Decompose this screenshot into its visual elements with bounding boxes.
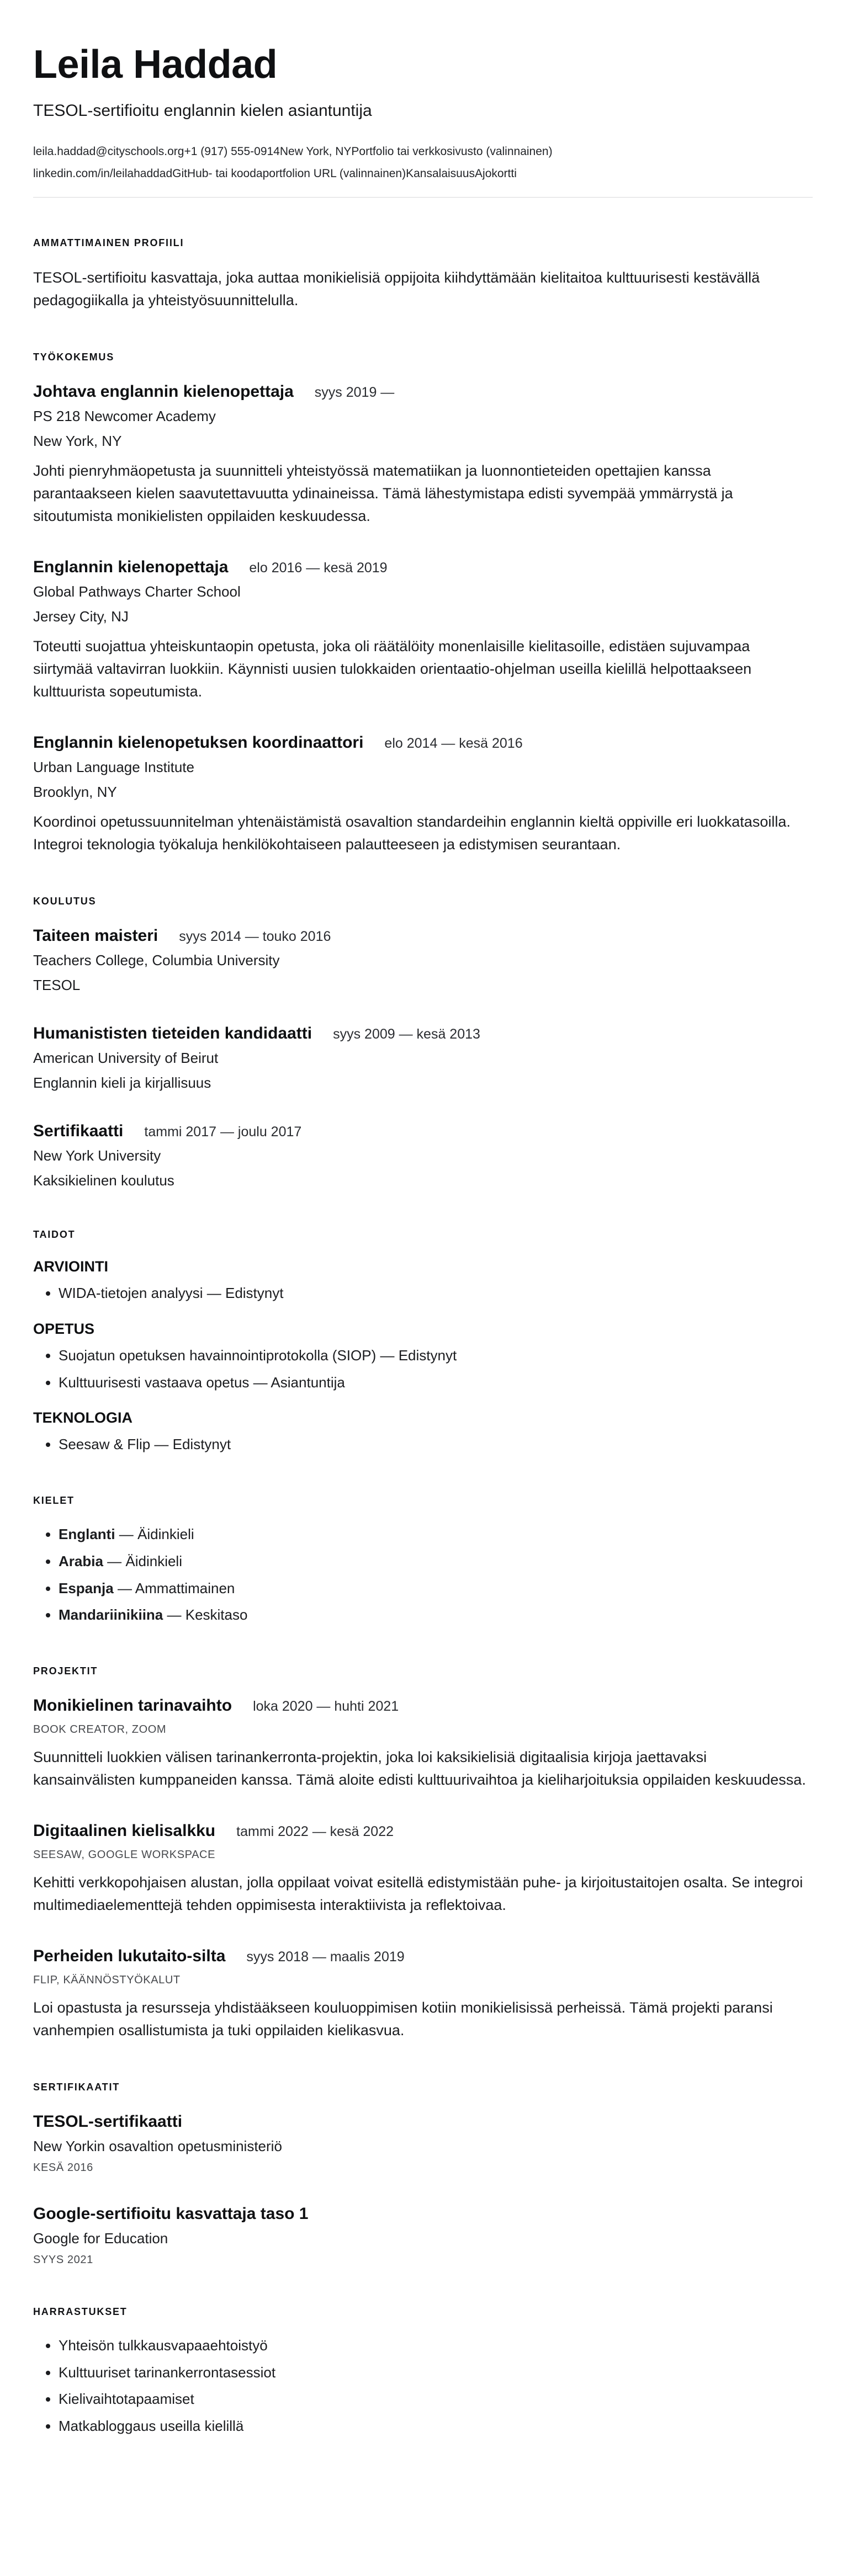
language-item (59, 1524, 813, 1545)
language-level: — Ammattimainen (117, 1579, 235, 1596)
header-divider (33, 197, 813, 198)
contact-line-2: linkedin.com/in/leilahaddadGitHub- tai koodaportfolion URL (valinnainen)KansalaisuusAjokortti (33, 167, 517, 180)
skills-heading: TAIDOT (33, 1229, 76, 1241)
degree-title: Sertifikaatti (33, 1122, 124, 1141)
candidate-title: TESOL-sertifioitu englannin kielen asiantuntija (33, 101, 372, 120)
contact-line-1: leila.haddad@cityschools.org+1 (917) 555-0914New York, NYPortfolio tai verkkosivusto (valinnainen) (33, 145, 553, 158)
skill-item: • Seesaw & Flip — Edistynyt (59, 1434, 813, 1455)
skill-list (33, 1434, 813, 1455)
degree-title-row (33, 1120, 813, 1142)
project-dates: tammi 2022 — kesä 2022 (236, 1823, 394, 1839)
education-entry (33, 925, 813, 994)
hobby-item: • Matkabloggaus useilla kielillä (59, 2416, 813, 2437)
language-name: Arabia (59, 1552, 103, 1569)
job-location: New York, NY (33, 433, 122, 450)
project-title-row (33, 1695, 813, 1716)
skill-group-assessment (33, 1258, 813, 1304)
job-description: Toteutti suojattua yhteiskuntaopin opetusta, joka oli räätälöity monenlaisille kielitasoille, edistäen sujuvampaa siirtymää valtavirran luokkiin. Käynnisti uusien tulokkaiden orientaatio-ohjelman useilla kielillä helpottaakseen kulttuurista sopeutumista. (33, 638, 752, 700)
education-entry (33, 1120, 813, 1189)
certification-issuer: New Yorkin osavaltion opetusministeriö (33, 2138, 282, 2155)
hobbies-heading: HARRASTUKSET (33, 2306, 128, 2318)
section-education (33, 896, 813, 1189)
certification-title: Google-sertifioitu kasvattaja taso 1 (33, 2205, 309, 2223)
skill-item: • WIDA-tietojen analyysi — Edistynyt (59, 1283, 813, 1304)
certification-issuer: Google for Education (33, 2230, 168, 2247)
skill-list (33, 1283, 813, 1304)
skill-group-name: ARVIOINTI (33, 1258, 109, 1275)
experience-heading: TYÖKOKEMUS (33, 352, 115, 363)
language-item (59, 1551, 813, 1572)
skill-group-name: OPETUS (33, 1321, 95, 1338)
certification-date: KESÄ 2016 (33, 2162, 93, 2174)
project-tools: BOOK CREATOR, ZOOM (33, 1723, 167, 1736)
certification-title: TESOL-sertifikaatti (33, 2112, 183, 2131)
company-name: Urban Language Institute (33, 759, 194, 776)
field-of-study: Englannin kieli ja kirjallisuus (33, 1074, 211, 1092)
project-title-row (33, 1820, 813, 1841)
section-experience (33, 352, 813, 856)
section-projects (33, 1665, 813, 2042)
project-title-row (33, 1945, 813, 1967)
job-title: Johtava englannin kielenopettaja (33, 382, 294, 401)
project-title: Perheiden lukutaito-silta (33, 1947, 226, 1966)
project-title: Digitaalinen kielisalkku (33, 1821, 216, 1840)
school-name: American University of Beirut (33, 1050, 219, 1067)
certification-date: SYYS 2021 (33, 2254, 93, 2266)
job-title-row (33, 732, 813, 753)
language-item (59, 1578, 813, 1599)
job-title-row (33, 381, 813, 402)
job-entry (33, 556, 813, 703)
section-profile (33, 237, 813, 312)
education-heading: KOULUTUS (33, 896, 97, 907)
job-entry (33, 381, 813, 528)
job-dates: elo 2014 — kesä 2016 (384, 736, 523, 752)
job-dates: syys 2019 — (314, 385, 395, 401)
skill-item: • Kulttuurisesti vastaava opetus — Asiantuntija (59, 1372, 813, 1393)
project-title: Monikielinen tarinavaihto (33, 1696, 232, 1715)
certifications-heading: SERTIFIKAATIT (33, 2082, 120, 2093)
resume-header (33, 42, 813, 198)
skill-item: • Suojatun opetuksen havainnointiprotokolla (SIOP) — Edistynyt (59, 1345, 813, 1366)
degree-dates: syys 2009 — kesä 2013 (333, 1026, 480, 1042)
section-skills (33, 1229, 813, 1455)
hobby-item: • Kulttuuriset tarinankerrontasessiot (59, 2362, 813, 2383)
section-languages (33, 1495, 813, 1626)
language-level: — Äidinkieli (119, 1526, 194, 1543)
company-name: PS 218 Newcomer Academy (33, 408, 216, 425)
candidate-name: Leila Haddad (33, 42, 278, 87)
languages-heading: KIELET (33, 1495, 75, 1507)
project-description: Kehitti verkkopohjaisen alustan, jolla oppilaat voivat esitellä edistymistään puhe- ja kirjoitustaitojen osalta. Se integroi multimediaelementtejä tehden oppimisesta interaktiivista ja reflektoivaa. (33, 1874, 803, 1913)
certification-entry (33, 2203, 813, 2266)
education-entry (33, 1023, 813, 1092)
project-tools: SEESAW, GOOGLE WORKSPACE (33, 1848, 216, 1861)
project-description: Suunnitteli luokkien välisen tarinankerronta-projektin, joka loi kaksikielisiä digitaalisia kirjoja jaettavaksi kansainvälisten kumppaneiden kanssa. Tämä aloite edisti kulttuurivaihtoa ja kieliharjoituksia oppilaiden keskuudessa. (33, 1748, 806, 1788)
skill-group-technology (33, 1409, 813, 1455)
certification-entry (33, 2111, 813, 2174)
job-title-row (33, 556, 813, 578)
hobby-list (33, 2335, 813, 2437)
language-name: Espanja (59, 1579, 114, 1596)
language-level: — Äidinkieli (107, 1552, 182, 1569)
project-entry (33, 1820, 813, 1917)
degree-title-row (33, 925, 813, 946)
project-entry (33, 1945, 813, 2042)
projects-heading: PROJEKTIT (33, 1665, 98, 1676)
project-dates: syys 2018 — maalis 2019 (246, 1949, 405, 1965)
field-of-study: TESOL (33, 977, 81, 994)
job-entry (33, 732, 813, 856)
project-tools: FLIP, KÄÄNNÖSTYÖKALUT (33, 1974, 181, 1987)
language-level: — Keskitaso (167, 1606, 248, 1624)
skill-group-teaching (33, 1321, 813, 1393)
degree-dates: syys 2014 — touko 2016 (179, 929, 331, 945)
degree-title-row (33, 1023, 813, 1044)
job-title: Englannin kielenopetuksen koordinaattori (33, 733, 364, 752)
degree-dates: tammi 2017 — joulu 2017 (144, 1124, 302, 1140)
school-name: New York University (33, 1147, 161, 1164)
project-entry (33, 1695, 813, 1791)
hobby-item: • Yhteisön tulkkausvapaaehtoistyö (59, 2335, 813, 2356)
job-location: Brooklyn, NY (33, 784, 117, 801)
school-name: Teachers College, Columbia University (33, 952, 280, 969)
field-of-study: Kaksikielinen koulutus (33, 1172, 174, 1189)
language-name: Englanti (59, 1526, 115, 1543)
language-list (33, 1524, 813, 1626)
resume-document (33, 42, 813, 2437)
job-location: Jersey City, NJ (33, 608, 129, 625)
section-hobbies (33, 2306, 813, 2437)
language-item (59, 1605, 813, 1626)
skill-group-name: TEKNOLOGIA (33, 1409, 132, 1427)
job-description: Johti pienryhmäopetusta ja suunnitteli yhteistyössä matematiikan ja luonnontieteiden opettajien kanssa parantaakseen kielen saavutettavuutta ydinaineissa. Tämä lähestymistapa edisti syvempää ymmärrystä ja sitoutumista monikielisten oppilaiden keskuudessa. (33, 462, 733, 525)
profile-summary: TESOL-sertifioitu kasvattaja, joka auttaa monikielisiä oppijoita kiihdyttämään kielitaitoa kulttuurisesti kestävällä pedagogiikalla ja yhteistyösuunnittelulla. (33, 269, 760, 309)
company-name: Global Pathways Charter School (33, 583, 241, 600)
language-name: Mandariinikiina (59, 1606, 163, 1624)
degree-title: Taiteen maisteri (33, 927, 158, 945)
project-dates: loka 2020 — huhti 2021 (253, 1698, 399, 1714)
job-title: Englannin kielenopettaja (33, 558, 229, 577)
job-dates: elo 2016 — kesä 2019 (249, 560, 388, 576)
skill-list (33, 1345, 813, 1393)
job-description: Koordinoi opetussuunnitelman yhtenäistämistä osavaltion standardeihin englannin kieltä oppiville eri luokkatasoilla. Integroi teknologia työkaluja henkilökohtaiseen palautteeseen ja edistymisen seurantaan. (33, 813, 791, 853)
degree-title: Humanististen tieteiden kandidaatti (33, 1024, 312, 1043)
section-certifications (33, 2082, 813, 2266)
hobby-item: • Kielivaihtotapaamiset (59, 2389, 813, 2410)
profile-heading: AMMATTIMAINEN PROFIILI (33, 237, 184, 249)
project-description: Loi opastusta ja resursseja yhdistääkseen kouluoppimisen kotiin monikielisissä perheissä. Tämä projekti paransi vanhempien osallistumista ja tuki oppilaiden kielikasvua. (33, 1999, 773, 2039)
